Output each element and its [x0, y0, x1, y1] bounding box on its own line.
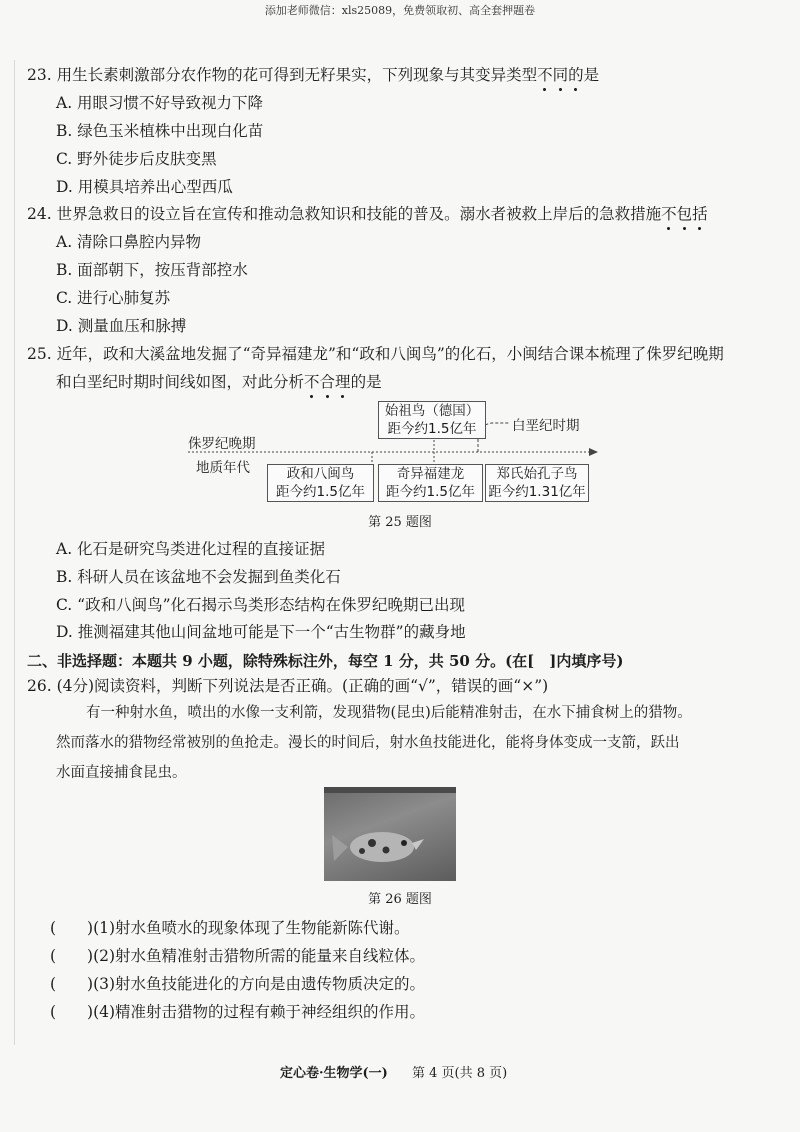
box-confuciusornis: 郑氏始孔子鸟 距今约1.31亿年	[485, 464, 589, 502]
page-header-watermark: 添加老师微信：xls25089，免费领取初、高全套押题卷	[264, 4, 536, 17]
label-geologic-age: 地质年代	[196, 460, 250, 476]
question-23-option-d[interactable]: D. 用模具培养出心型西瓜	[56, 178, 233, 196]
emphasis-char: 括	[692, 205, 708, 223]
reading-paragraph-line3: 水面直接捕食昆虫。	[56, 765, 187, 781]
judgement-item-2[interactable]: ( )(2)射水鱼精准射击猎物所需的能量来自线粒体。	[50, 947, 426, 965]
section-2-title: 二、非选择题：本题共 9 小题，除特殊标注外，每空 1 分，共 50 分。(在[ ]内填序号)	[27, 652, 624, 670]
footer-title: 定心卷·生物学(一)	[280, 1066, 388, 1081]
question-23-option-b[interactable]: B. 绿色玉米植株中出现白化苗	[56, 122, 264, 140]
figure-25-caption: 第 25 题图	[368, 515, 432, 530]
question-23-option-a[interactable]: A. 用眼习惯不好导致视力下降	[56, 94, 264, 112]
judgement-item-1[interactable]: ( )(1)射水鱼喷水的现象体现了生物能新陈代谢。	[50, 919, 410, 937]
label-cretaceous: 白垩纪时期	[512, 418, 580, 434]
emphasis-char: 理	[335, 373, 351, 391]
question-24-option-d[interactable]: D. 测量血压和脉搏	[56, 317, 187, 335]
emphasis-char: 同	[552, 66, 569, 84]
judgement-item-4[interactable]: ( )(4)精准射击猎物的过程有赖于神经组织的作用。	[50, 1003, 426, 1021]
question-25-option-b[interactable]: B. 科研人员在该盆地不会发掘到鱼类化石	[56, 568, 341, 586]
question-25-option-c[interactable]: C. “政和八闽鸟”化石揭示鸟类形态结构在侏罗纪晚期已出现	[56, 596, 466, 614]
figure-26-caption: 第 26 题图	[368, 892, 432, 907]
question-26-stem: 26. (4分)阅读资料，判断下列说法是否正确。(正确的画“√”，错误的画“×”)	[27, 677, 549, 695]
reading-paragraph-line1: 有一种射水鱼，喷出的水像一支利箭，发现猎物(昆虫)后能精准射击，在水下捕食树上的猎物。	[86, 705, 692, 721]
question-24-option-c[interactable]: C. 进行心肺复苏	[56, 289, 171, 307]
emphasis-char: 不	[304, 373, 320, 391]
box-archaeopteryx: 始祖鸟（德国） 距今约1.5亿年	[378, 401, 486, 439]
footer-page-number: 第 4 页(共 8 页)	[412, 1066, 508, 1081]
question-23-option-c[interactable]: C. 野外徒步后皮肤变黑	[56, 150, 217, 168]
emphasis-char: 包	[676, 205, 693, 223]
box-fujianvenator: 奇异福建龙 距今约1.5亿年	[378, 464, 483, 502]
question-24-option-b[interactable]: B. 面部朝下，按压背部控水	[56, 261, 248, 279]
question-25-option-a[interactable]: A. 化石是研究鸟类进化过程的直接证据	[56, 540, 326, 558]
timeline-lines	[0, 0, 800, 520]
question-25-stem-line2: 和白垩纪时期时间线如图，对此分析不合理的是	[56, 373, 382, 391]
box-zhenghe-bird: 政和八闽鸟 距今约1.5亿年	[267, 464, 374, 502]
emphasis-char: 不	[537, 66, 553, 84]
judgement-item-3[interactable]: ( )(3)射水鱼技能进化的方向是由遗传物质决定的。	[50, 975, 426, 993]
question-23-stem: 23. 用生长素刺激部分农作物的花可得到无籽果实，下列现象与其变异类型不同的是	[27, 66, 600, 84]
question-25-stem-line1: 25. 近年，政和大溪盆地发掘了“奇异福建龙”和“政和八闽鸟”的化石，小闽结合课本梳理了侏罗纪晚期	[27, 345, 724, 363]
emphasis-char: 合	[319, 373, 336, 391]
fish-icon	[324, 787, 456, 881]
question-24-option-a[interactable]: A. 清除口鼻腔内异物	[56, 233, 202, 251]
label-late-jurassic: 侏罗纪晚期	[188, 436, 256, 452]
emphasis-char: 不	[661, 205, 677, 223]
reading-paragraph-line2: 然而落水的猎物经常被别的鱼抢走。漫长的时间后，射水鱼技能进化，能将身体变成一支箭，跃出	[56, 735, 680, 751]
archerfish-photo	[324, 787, 456, 881]
question-24-stem: 24. 世界急救日的设立旨在宣传和推动急救知识和技能的普及。溺水者被救上岸后的急救措施不包括	[27, 205, 708, 223]
emphasis-char: 的	[568, 66, 584, 84]
timeline-arrow	[589, 448, 598, 456]
question-25-option-d[interactable]: D. 推测福建其他山间盆地可能是下一个“古生物群”的藏身地	[56, 623, 466, 641]
